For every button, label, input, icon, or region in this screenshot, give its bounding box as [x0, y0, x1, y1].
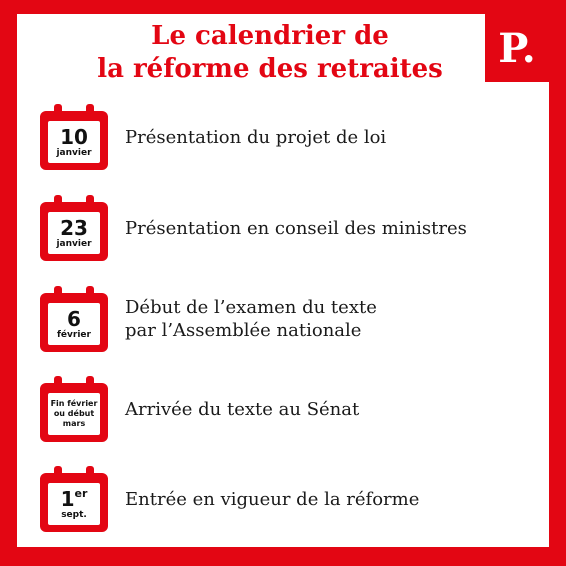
calendar-date — [48, 393, 100, 435]
publisher-logo: P. — [485, 14, 549, 82]
calendar-icon — [40, 195, 108, 261]
event-date-line-1: Fin février — [50, 399, 98, 408]
event-label: Entrée en vigueur de la réforme — [125, 488, 420, 510]
timeline-event — [40, 195, 530, 265]
timeline-event — [40, 286, 530, 356]
calendar-date — [48, 121, 100, 163]
calendar-icon — [40, 104, 108, 170]
event-month: janvier — [56, 238, 92, 249]
calendar-date — [48, 483, 100, 525]
title-line-2: la réforme des retraites — [97, 54, 443, 84]
calendar-date — [48, 303, 100, 345]
event-day: 6 — [67, 306, 81, 331]
event-label-line-1: Début de l’examen du texte — [125, 297, 377, 318]
event-month: janvier — [56, 147, 92, 158]
calendar-icon — [40, 376, 108, 442]
page-title — [60, 20, 480, 86]
event-day-number: 1 — [60, 486, 75, 511]
timeline-event — [40, 376, 530, 446]
calendar-icon — [40, 286, 108, 352]
calendar-date — [48, 212, 100, 254]
event-label: Arrivée du texte au Sénat — [125, 398, 360, 420]
event-label: Présentation du projet de loi — [125, 126, 387, 148]
event-label: Présentation en conseil des ministres — [125, 217, 467, 239]
event-date-line-2: ou début — [53, 409, 95, 418]
event-label-line-2: par l’Assemblée nationale — [125, 320, 362, 341]
event-day: 23 — [60, 215, 88, 240]
calendar-icon — [40, 466, 108, 532]
timeline-event — [40, 104, 530, 174]
event-date-line-3: mars — [62, 419, 86, 428]
timeline-event — [40, 466, 530, 536]
title-line-1: Le calendrier de — [151, 21, 389, 51]
event-month: février — [57, 329, 91, 340]
event-day-suffix: er — [74, 486, 88, 500]
event-day — [61, 488, 88, 510]
event-label — [125, 286, 525, 352]
event-month: sept. — [61, 509, 87, 520]
event-day: 10 — [60, 124, 88, 149]
